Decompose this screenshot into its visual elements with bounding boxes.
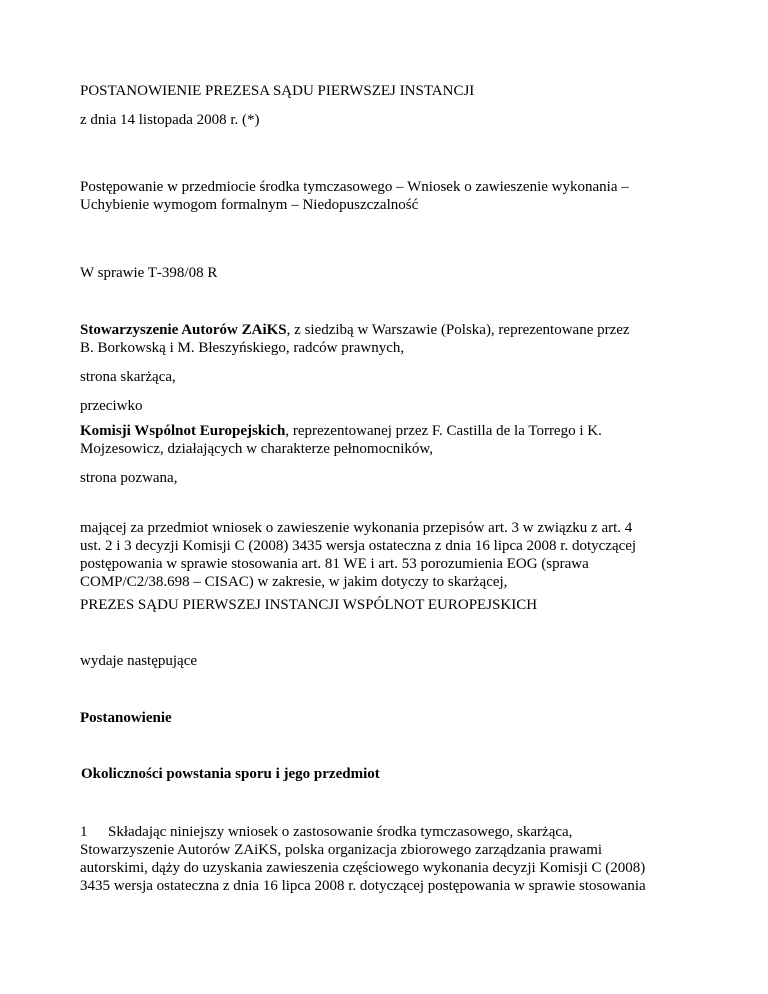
- applicant-line: [80, 321, 700, 339]
- president-title: PREZES SĄDU PIERWSZEJ INSTANCJI WSPÓLNOT EUROPEJSKICH: [80, 597, 538, 613]
- issues-line: wydaje następujące: [80, 653, 198, 669]
- document-heading: POSTANOWIENIE PREZESA SĄDU PIERWSZEJ INSTANCJI: [80, 83, 475, 99]
- applicant-desc: , z siedzibą w Warszawie (Polska), reprezentowane przez: [286, 322, 630, 338]
- section-title: Okoliczności powstania sporu i jego przedmiot: [81, 766, 380, 782]
- applicant-role: strona skarżąca,: [80, 369, 176, 385]
- defendant-line: Mojzesowicz, działających w charakterze pełnomocników,: [80, 441, 434, 457]
- defendant-desc: , reprezentowanej przez F. Castilla de la Torrego i K.: [285, 423, 602, 439]
- paragraph-1: [80, 823, 700, 895]
- object-line: COMP/C2/38.698 – CISAC) w zakresie, w jakim dotyczy to skarżącej,: [80, 574, 508, 590]
- subject-line: Postępowanie w przedmiocie środka tymczasowego – Wniosek o zawieszenie wykonania –: [80, 179, 629, 195]
- applicant-block: [80, 321, 700, 357]
- defendant-line: [80, 422, 700, 440]
- versus-label: przeciwko: [80, 398, 143, 414]
- defendant-role: strona pozwana,: [80, 470, 178, 486]
- applicant-name: Stowarzyszenie Autorów ZAiKS: [80, 322, 287, 338]
- defendant-name: Komisji Wspólnot Europejskich: [80, 423, 286, 439]
- object-line: mającej za przedmiot wniosek o zawieszenie wykonania przepisów art. 3 w związku z art. 4: [80, 520, 633, 536]
- object-of-proceedings: [80, 519, 700, 591]
- document-date: z dnia 14 listopada 2008 r. (*): [80, 112, 260, 128]
- subject-keywords: [80, 178, 700, 214]
- paragraph-line: 3435 wersja ostateczna z dnia 16 lipca 2008 r. dotyczącej postępowania w sprawie stosowania: [80, 878, 646, 894]
- paragraph-number: 1: [80, 824, 88, 840]
- paragraph-line: [80, 823, 700, 841]
- subject-line: Uchybienie wymogom formalnym – Niedopuszczalność: [80, 197, 419, 213]
- order-title: Postanowienie: [80, 710, 172, 726]
- defendant-block: [80, 422, 700, 458]
- paragraph-line: autorskimi, dąży do uzyskania zawieszenia częściowego wykonania decyzji Komisji C (2008): [80, 860, 646, 876]
- paragraph-text: Składając niniejszy wniosek o zastosowanie środka tymczasowego, skarżąca,: [108, 824, 573, 840]
- case-reference: W sprawie T‑398/08 R: [80, 265, 218, 281]
- object-line: postępowania w sprawie stosowania art. 81 WE i art. 53 porozumienia EOG (sprawa: [80, 556, 589, 572]
- applicant-line: B. Borkowską i M. Błeszyńskiego, radców prawnych,: [80, 340, 405, 356]
- object-line: ust. 2 i 3 decyzji Komisji C (2008) 3435 wersja ostateczna z dnia 16 lipca 2008 r. dotyczącej: [80, 538, 637, 554]
- paragraph-line: Stowarzyszenie Autorów ZAiKS, polska organizacja zbiorowego zarządzania prawami: [80, 842, 603, 858]
